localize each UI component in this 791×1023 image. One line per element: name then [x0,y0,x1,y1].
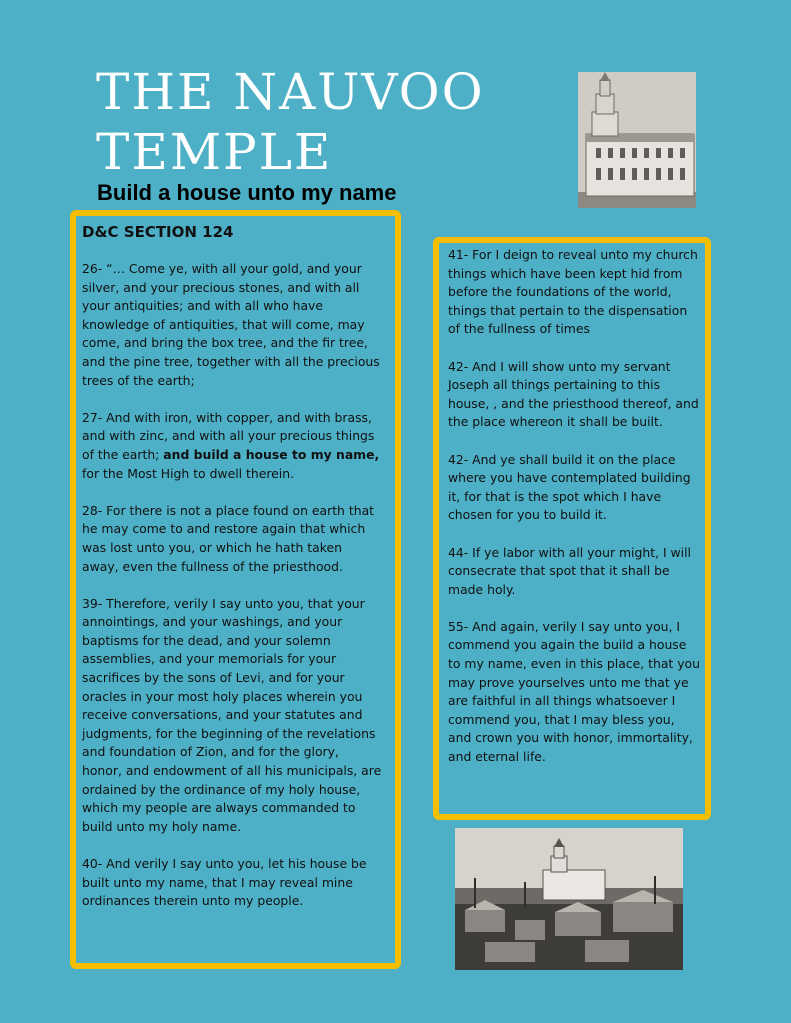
left-verse-column [82,222,382,929]
verse-28: 28- For there is not a place found on earth that he may come to and restore again that which was lost unto you, or which he hath taken away, even the fullness of the priesthood. [82,502,375,574]
verse-27 [82,409,382,483]
verse-27-end: for the Most High to dwell therein. [82,465,295,481]
temple-photo-bottom [455,828,683,970]
verse-42a: 42- And I will show unto my servant Joseph all things pertaining to this house, , and the priesthood thereof, and the place whereon it shall be built. [448,358,699,430]
title-line-1: THE NAUVOO [96,63,485,121]
verse-44: 44- If ye labor with all your might, I will consecrate that spot that it shall be made holy. [448,544,692,597]
verse-26: 26- “… Come ye, with all your gold, and your silver, and your precious stones, and with all your antiquities; and with all who have knowledge of antiquities, that will come, may come, and bring the box tree, and the fir tree, and the pine tree, together with all the precious trees of the earth; [82,261,380,388]
verse-55: 55- And again, verily I say unto you, I commend you again the build a house to my name, even in this place, that you may prove yourselves unto me that ye are faithful in all things whatsoever I commend you, that I may bless you, and crown you with honor, immortality, and eternal life. [448,618,700,765]
section-heading: D&C SECTION 124 [82,223,234,241]
verse-42b: 42- And ye shall build it on the place where you have contemplated building it, for that is the spot which I have chosen for you to build it. [448,451,691,523]
right-verse-column [448,246,700,785]
page-subtitle: Build a house unto my name [97,180,397,205]
verse-39: 39- Therefore, verily I say unto you, that your annointings, and your washings, and your baptisms for the dead, and your solemn assemblies, and your memorials for your sacrifices by the sons of Levi, and for your oracles in your most holy places wherein you receive conversations, and your statutes and judgments, for the beginning of the revelations and foundation of Zion, and for the glory, honor, and endowment of all his municipals, are ordained by the ordinance of my holy house, which my people are always commanded to build unto my holy name. [82,595,382,834]
temple-photo-top [578,72,696,208]
verse-27-start: 27- And with iron, with copper, and with brass, and with zinc, and with all your precious things of the earth; [82,409,375,462]
verse-41: 41- For I deign to reveal unto my church things which have been kept hid from before the foundations of the world, things that pertain to the dispensation of the fullness of times [448,247,698,337]
title-line-2: TEMPLE [96,123,333,181]
verse-27-bold: and build a house to my name, [163,446,380,462]
verse-40: 40- And verily I say unto you, let his house be built unto my name, that I may reveal mine ordinances therein unto my people. [82,856,367,909]
page-title [96,62,485,182]
